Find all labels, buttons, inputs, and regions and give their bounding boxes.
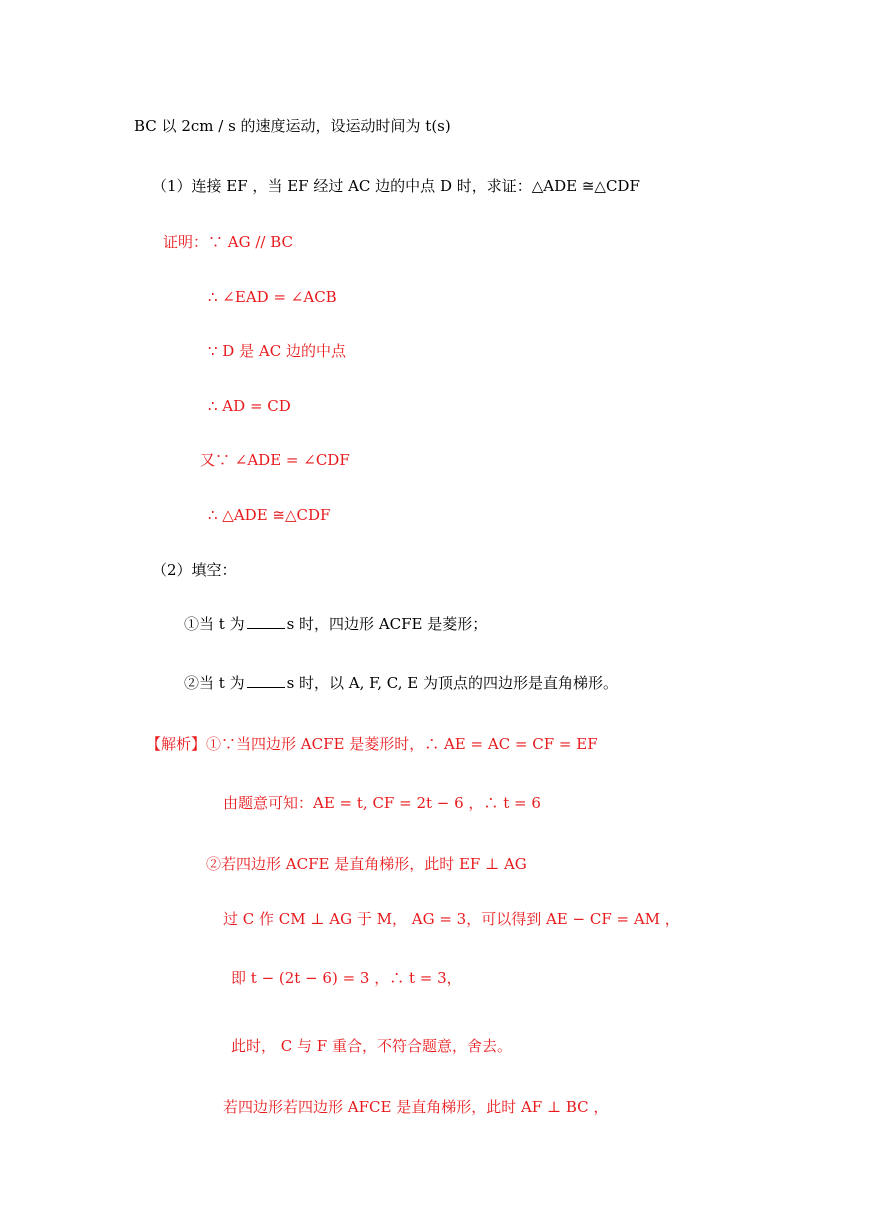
proof-line-1: 证明：∵ AG // BC [163,233,294,251]
analysis-line-3: ②若四边形 ACFE 是直角梯形，此时 EF ⊥ AG [206,855,527,873]
analysis-line-1: 【解析】①∵当四边形 ACFE 是菱形时，∴ AE = AC = CF = EF [146,735,598,753]
question-2-part-1 [184,614,487,634]
question-2: （2）填空： [152,561,237,579]
proof-line-5: 又∵ ∠ADE = ∠CDF [200,451,350,469]
proof-line-2: ∴ ∠EAD = ∠ACB [208,288,337,306]
proof-line-4: ∴ AD = CD [208,397,291,415]
problem-intro-line: BC 以 2cm / s 的速度运动，设运动时间为 t(s) [134,117,451,135]
part-2-prefix: ②当 t 为 [184,674,245,692]
question-1: （1）连接 EF ，当 EF 经过 AC 边的中点 D 时，求证：△ADE ≅△CDF [152,177,640,195]
question-2-part-2 [184,673,618,693]
analysis-line-7: 若四边形若四边形 AFCE 是直角梯形，此时 AF ⊥ BC ， [223,1098,609,1116]
answer-blank-2[interactable] [247,673,285,688]
analysis-line-4: 过 C 作 CM ⊥ AG 于 M， AG = 3，可以得到 AE − CF = AM ， [223,910,680,928]
proof-line-6: ∴ △ADE ≅△CDF [208,506,331,524]
part-1-prefix: ①当 t 为 [184,615,245,633]
part-1-suffix: s 时，四边形 ACFE 是菱形； [286,615,488,633]
part-2-suffix: s 时，以 A, F, C, E 为顶点的四边形是直角梯形。 [286,674,618,692]
analysis-line-6: 此时， C 与 F 重合，不符合题意，舍去。 [231,1037,512,1055]
proof-line-3: ∵ D 是 AC 边的中点 [208,342,346,360]
analysis-line-5: 即 t − (2t − 6) = 3 ，∴ t = 3， [231,969,462,987]
analysis-line-2: 由题意可知：AE = t, CF = 2t − 6 ，∴ t = 6 [223,794,541,812]
answer-blank-1[interactable] [247,614,285,629]
